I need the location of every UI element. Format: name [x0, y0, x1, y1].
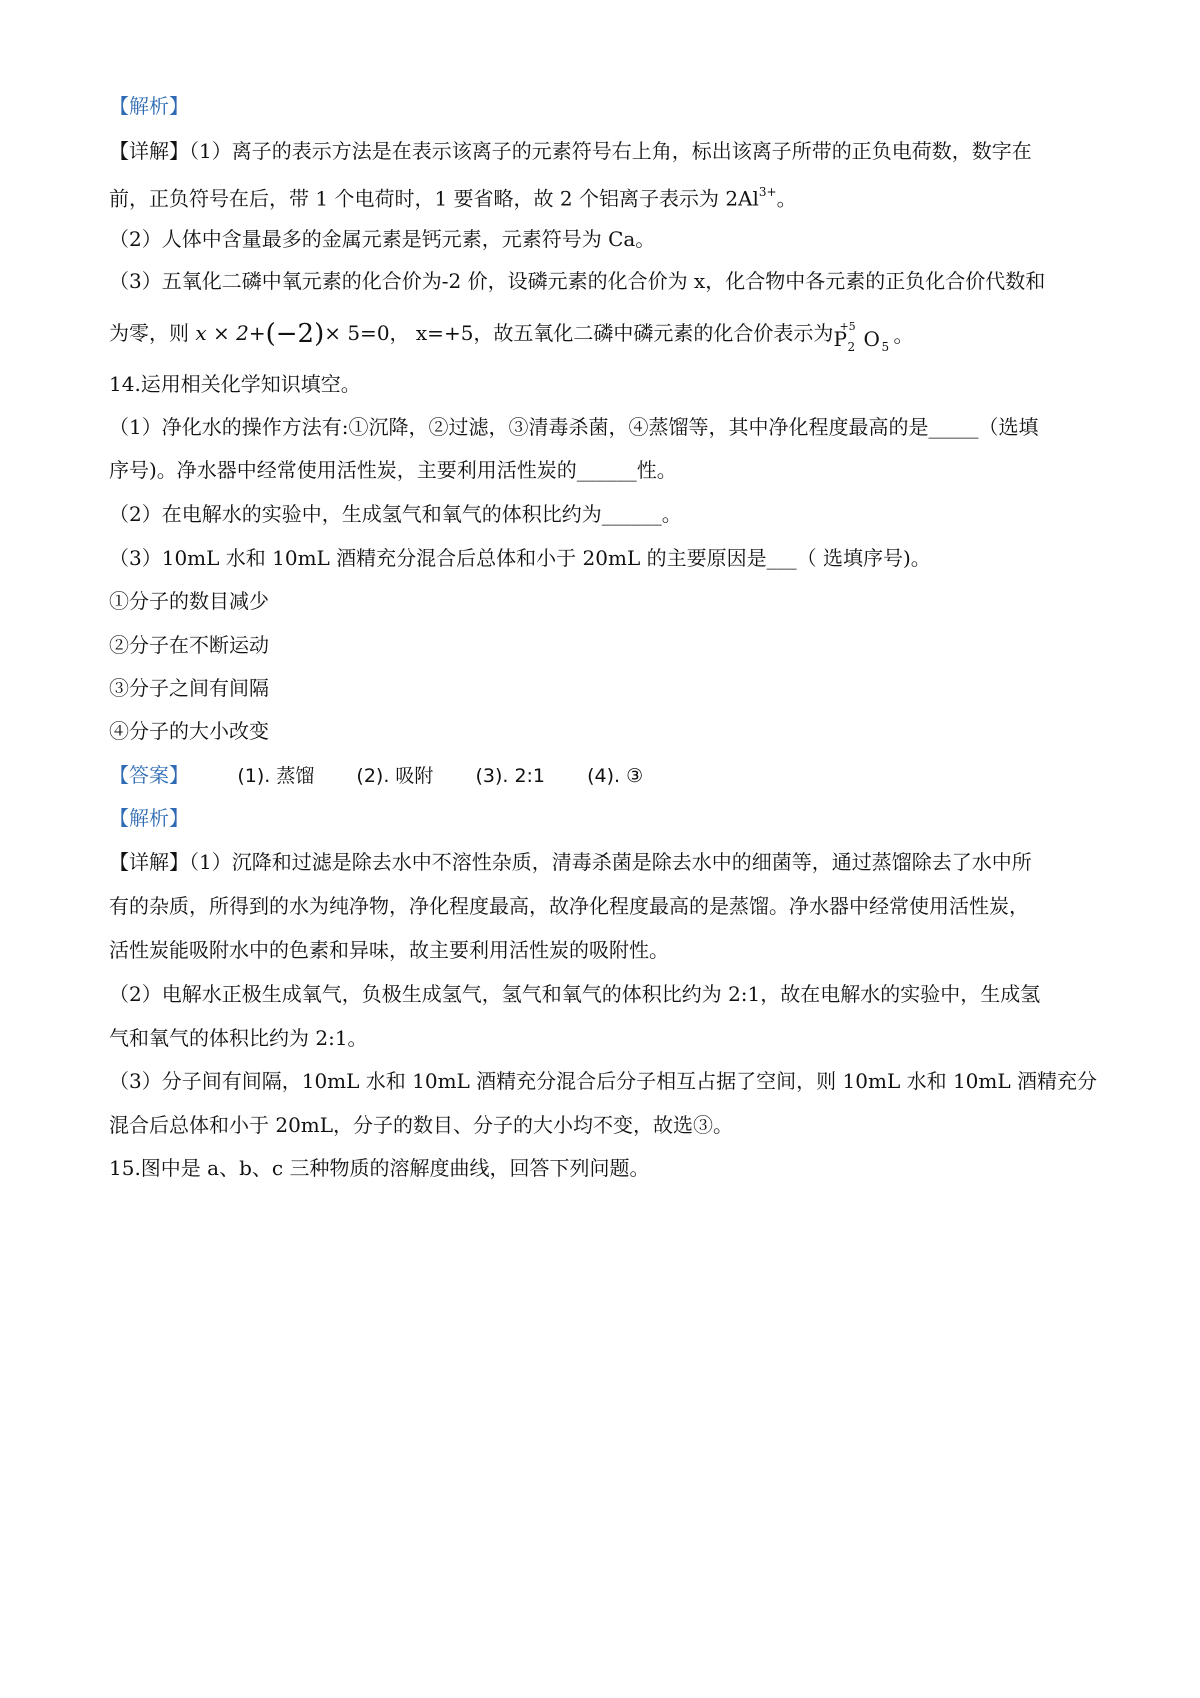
detail-paragraph-1-line-2: 前，正负符号在后，带 1 个电荷时，1 要省略，故 2 个铝离子表示为 $2Al^{3+}$。 [109, 185, 797, 211]
detail-paragraph-3-line-2: 为零，则 x × 2+(−2)× 5=0， x=+5，故五氧化二磷中磷元素的化合价表示为 +5 P 2 O 5 。 [109, 319, 914, 354]
question-14-part-1-line-2: 序号)。净水器中经常使用活性炭，主要利用活性炭的______性。 [109, 458, 677, 482]
option-1: ①分子的数目减少 [109, 589, 269, 613]
question-14-part-1-line-1: （1）净化水的操作方法有:①沉降，②过滤，③清毒杀菌，④蒸馏等，其中净化程度最高的是_____（选填 [109, 415, 1039, 439]
answer-line [109, 760, 1109, 791]
detail-paragraph-2: （2）人体中含量最多的金属元素是钙元素，元素符号为 Ca。 [109, 227, 656, 251]
detail-paragraph-1-line-1: 【详解】（1）离子的表示方法是在表示该离子的元素符号右上角，标出该离子所带的正负电荷数，数字在 [109, 139, 1032, 163]
question-14-part-2: （2）在电解水的实验中，生成氢气和氧气的体积比约为______。 [109, 502, 682, 526]
equation-parenthesis: (−2) [265, 319, 325, 349]
option-2: ②分子在不断运动 [109, 633, 269, 657]
detail-14-part-1-line-2: 有的杂质，所得到的水为纯净物，净化程度最高，故净化程度最高的是蒸馏。净水器中经常使用活性炭， [109, 894, 1029, 918]
detail-14-part-2-line-1: （2）电解水正极生成氧气，负极生成氢气，氢气和氧气的体积比约为 2:1，故在电解水的实验中，生成氢 [109, 982, 1041, 1006]
detail-paragraph-3-line-1: （3）五氧化二磷中氧元素的化合价为-2 价，设磷元素的化合价为 x，化合物中各元素的正负化合价代数和 [109, 269, 1046, 293]
detail-14-part-1-line-1: 【详解】（1）沉降和过滤是除去水中不溶性杂质，清毒杀菌是除去水中的细菌等，通过蒸馏除去了水中所 [109, 850, 1032, 874]
answer-items [195, 765, 643, 787]
analysis-label: 【解析】 [109, 94, 189, 118]
answer-label: 【答案】 [109, 763, 189, 787]
answer-item: (3). 2:1 [475, 765, 546, 787]
answer-item: (2). 吸附 [356, 765, 434, 787]
detail-14-part-3-line-1: （3）分子间有间隔，10mL 水和 10mL 酒精充分混合后分子相互占据了空间，则 10mL 水和 10mL 酒精充分 [109, 1069, 1098, 1093]
equation-part: × 5=0 [324, 321, 390, 345]
analysis-label: 【解析】 [109, 806, 189, 830]
answer-item: (1). 蒸馏 [237, 765, 315, 787]
ion-charge-superscript: 3+ [758, 185, 777, 199]
chemical-formula-p2o5: +5 P 2 O 5 。 [833, 320, 914, 354]
option-3: ③分子之间有间隔 [109, 676, 269, 700]
option-4: ④分子的大小改变 [109, 719, 269, 743]
detail-label: 【详解】 [109, 139, 189, 163]
question-14-title: 14.运用相关化学知识填空。 [109, 372, 361, 396]
detail-14-part-2-line-2: 气和氧气的体积比约为 2:1。 [109, 1026, 368, 1050]
question-14-part-3: （3）10mL 水和 10mL 酒精充分混合后总体和小于 20mL 的主要原因是___（ 选填序号)。 [109, 546, 931, 570]
equation-part: x × 2+ [195, 321, 266, 345]
answer-item: (4). ③ [587, 765, 644, 787]
question-15-title: 15.图中是 a、b、c 三种物质的溶解度曲线，回答下列问题。 [109, 1156, 650, 1180]
detail-14-part-1-line-3: 活性炭能吸附水中的色素和异味，故主要利用活性炭的吸附性。 [109, 938, 669, 962]
detail-14-part-3-line-2: 混合后总体和小于 20mL，分子的数目、分子的大小均不变，故选③。 [109, 1113, 734, 1137]
detail-label: 【详解】 [109, 850, 189, 874]
